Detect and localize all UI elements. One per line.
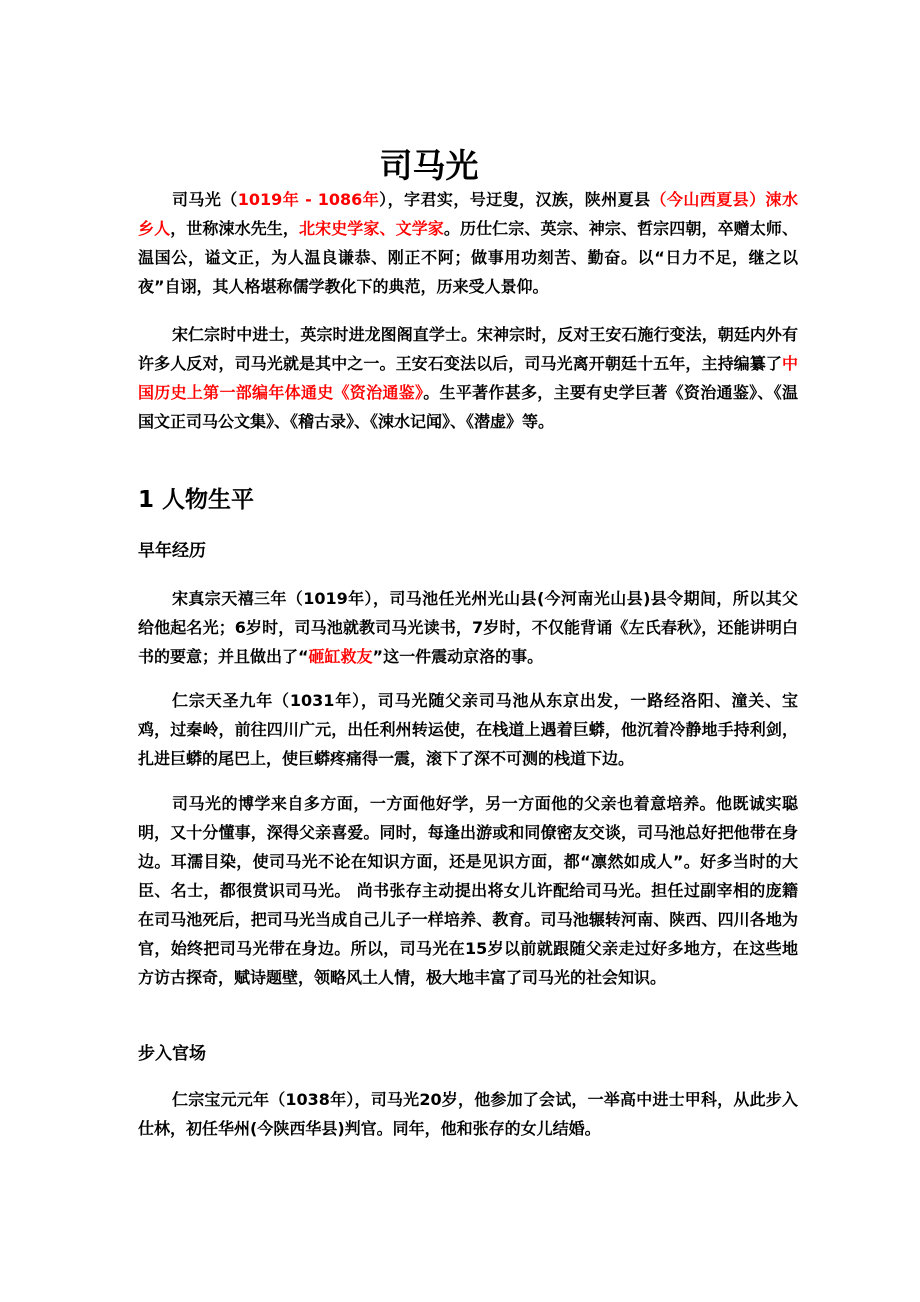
zizhi-tongjian-highlight: 中国历史上第一部编年体通史《资治通鉴》 [138, 354, 798, 402]
intro-text: 宋仁宗时中进士，英宗时进龙图阁直学士。宋神宗时，反对王安石施行变法，朝廷内外有许多人反对，司马光就是其中之一。王安石变法以后，司马光离开朝廷十五年，主持编纂了 [138, 325, 798, 373]
early-years-paragraph-2: 仁宗天圣九年（1031年），司马光随父亲司马池从东京出发，一路经洛阳、潼关、宝鸡，过秦岭，前往四川广元，出任利州转运使，在栈道上遇着巨蟒，他沉着冷静地手持利剑，扎进巨蟒的尾巴上，使巨蟒疼痛得一震，滚下了深不可测的栈道下边。 [138, 691, 798, 768]
early-years-paragraph-1 [138, 584, 798, 671]
officialdom-paragraph-1: 仁宗宝元元年（1038年），司马光20岁，他参加了会试，一举高中进士甲科，从此步入仕林，初任华州(今陕西华县)判官。同年，他和张存的女儿结婚。 [138, 1090, 798, 1138]
intro-text: 司马光（ [172, 190, 238, 209]
intro-paragraph-2 [138, 320, 798, 436]
body-text: 宋真宗天禧三年（1019年），司马池任光州光山县(今河南光山县)县令期间，所以其父给他起名光；6岁时，司马池就教司马光读书，7岁时，不仅能背诵《左氏春秋》，还能讲明白书的要意；并且做出了“ [138, 589, 798, 666]
subsection-heading-early-years: 早年经历 [138, 541, 206, 561]
intro-text: ），字君实，号迂叟，汉族，陕州夏县 [379, 190, 651, 209]
subsection-heading-officialdom: 步入官场 [138, 1044, 206, 1064]
hometown-highlight: （今山西夏县）涑水乡人 [138, 190, 798, 238]
lifespan-highlight: 1019年 - 1086年 [237, 190, 380, 209]
body-text: ”这一件震动京洛的事。 [372, 647, 544, 666]
role-highlight: 北宋史学家、文学家 [299, 219, 444, 238]
intro-text: ，世称涑水先生， [170, 219, 299, 238]
intro-text: 。生平著作甚多，主要有史学巨著《资治通鉴》、《温国文正司马公文集》、《稽古录》、《涑水记闻》、《潜虚》等。 [138, 383, 798, 431]
intro-paragraph-1 [138, 185, 798, 301]
intro-text: 。历仕仁宗、英宗、神宗、哲宗四朝，卒赠太师、温国公，谥文正，为人温良谦恭、刚正不阿；做事用功刻苦、勤奋。以“日力不足，继之以夜”自诩，其人格堪称儒学教化下的典范，历来受人景仰。 [138, 219, 798, 296]
section-heading-life: 1 人物生平 [138, 487, 255, 513]
early-years-paragraph-3: 司马光的博学来自多方面，一方面他好学，另一方面他的父亲也着意培养。他既诚实聪明，又十分懂事，深得父亲喜爱。同时，每逢出游或和同僚密友交谈，司马池总好把他带在身边。耳濡目染，使司马光不论在知识方面，还是见识方面，都“凛然如成人”。好多当时的大臣、名士，都很赏识司马光。 尚书张存主动提出将女儿许配给司马光。担任过副宰相的庞籍在司马池死后，把司马光当成自己儿子一样培养、教育。司马池辗转河南、陕西、四川各地为官，始终把司马光带在身边。所以，司马光在15岁以前就跟随父亲走过好多地方，在这些地方访古探奇，赋诗题壁，领略风土人情，极大地丰富了司马光的社会知识。 [138, 794, 798, 987]
page-title: 司马光 [379, 146, 479, 186]
jar-rescue-highlight: 砸缸救友 [308, 647, 373, 666]
